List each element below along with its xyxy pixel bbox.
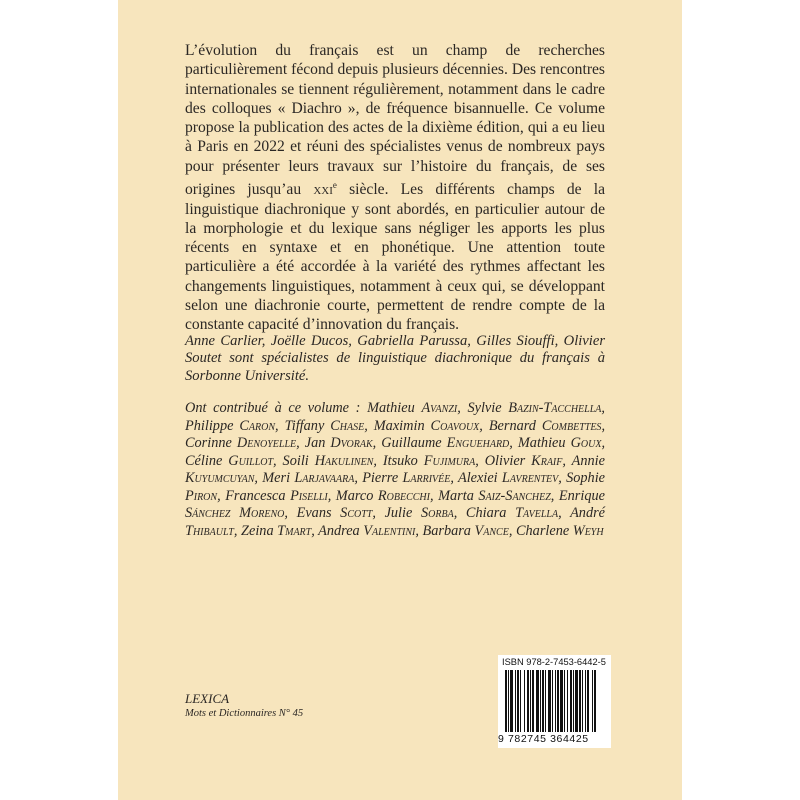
contributor-last-name: Sorba [421, 505, 454, 521]
contributor-last-name: Kraif [531, 452, 563, 469]
contributor-first-name: Sylvie [467, 400, 509, 416]
barcode-bar [542, 670, 544, 732]
isbn-label: ISBN 978-2-7453-6442-5 [502, 657, 606, 667]
barcode-bar [524, 670, 525, 732]
contributor-last-name: Piselli [290, 487, 328, 504]
contributor-last-name: Tmart [277, 522, 312, 539]
contributor-first-name: Pierre [362, 470, 403, 486]
contributor-last-name: Chase [330, 417, 365, 434]
barcode-bar [515, 670, 516, 732]
contributor-last-name: Denoyelle [236, 435, 297, 451]
contributor-last-name: Thibault [185, 522, 234, 539]
contributor-first-name: Zeina [241, 522, 278, 539]
contributor-last-name: Combettes [541, 417, 602, 434]
contributor-first-name: Maximin [373, 417, 431, 434]
century-superscript: e [332, 180, 337, 191]
contributor-last-name: Bazin-Tacchella [508, 400, 602, 416]
barcode-bar [517, 670, 519, 732]
contributor-first-name: Barbara [422, 522, 475, 539]
barcode-bar [552, 670, 553, 732]
barcode-bar [564, 670, 565, 732]
contributor-last-name: Valentini [363, 522, 416, 539]
barcode-bar [579, 670, 581, 732]
contributor-first-name: Meri [262, 470, 295, 486]
barcode-bar [520, 670, 521, 732]
contributor-last-name: Larjavaara [294, 470, 355, 486]
series-info [185, 690, 303, 721]
barcode-bar [567, 670, 568, 732]
contributor-last-name: Scott [340, 505, 373, 521]
barcode-bar [505, 670, 507, 732]
contributor-first-name: Guillaume [381, 435, 447, 451]
contributor-last-name: Dvorak [330, 435, 373, 451]
contributor-first-name: Mathieu [517, 435, 571, 451]
barcode-bar [510, 670, 513, 732]
barcode-bar [573, 670, 574, 732]
contributor-first-name: André [570, 505, 606, 521]
contributor-first-name: Chiara [465, 505, 516, 521]
contributor-first-name: Jan [304, 435, 331, 451]
barcode-bar [575, 670, 578, 732]
contributor-last-name: Saiz-Sanchez [478, 487, 551, 504]
barcode-bar [560, 670, 563, 732]
contributor-last-name: Vance [474, 522, 509, 539]
contributor-first-name: Corinne [185, 435, 237, 451]
barcode-bar [594, 670, 596, 732]
contributor-last-name: Enguehard [446, 435, 510, 451]
contributor-first-name: Mathieu [367, 400, 422, 416]
barcode-bar [527, 670, 529, 732]
contributor-last-name: Goux [570, 435, 602, 451]
barcode-bar [530, 670, 531, 732]
contributor-last-name: Kuyumcuyan [185, 470, 255, 486]
contributor-first-name: Annie [571, 452, 605, 469]
contributor-last-name: Guillot [228, 452, 274, 469]
contributor-first-name: Enrique [558, 487, 605, 504]
contributor-last-name: Avanzi [421, 400, 458, 416]
barcode-bar [585, 670, 586, 732]
contributor-first-name: Andrea [318, 522, 364, 539]
barcode-number: 9 782745 364425 [498, 733, 589, 745]
contributor-last-name: Hakulinen [314, 452, 374, 469]
contributor-first-name: Sophie [566, 470, 606, 486]
series-name: LEXICA [185, 691, 230, 706]
contributor-first-name: Céline [185, 452, 229, 469]
contributor-first-name: Marco [335, 487, 378, 504]
barcode-bar [545, 670, 546, 732]
barcode-bar [570, 670, 572, 732]
contributors-names: Mathieu Avanzi, Sylvie Bazin-Tacchella, Philippe Caron, Tiffany Chase, Maximin Coavoux, Bernard Combettes, Corinne Denoyelle, Jan Dvorak, Guillaume Enguehard, Mathieu Goux, Céline Guillot, Soili Hakulinen, Itsuko Fujimura, Olivier Kraif, Annie Kuyumcuyan, Meri Larjavaara, Pierre Larrivée, Alexiei Lavrentev, Sophie Piron, Francesca Piselli, Marco Robecchi, Marta Saiz-Sanchez, Enrique Sánchez Moreno, Evans Scott, Julie Sorba, Chiara Tavella, André Thibault, Zeina Tmart, Andrea Valentini, Barbara Vance, Charlene Weyh [185, 400, 606, 539]
series-subtitle: Mots et Dictionnaires N° 45 [185, 708, 304, 719]
barcode-bar [592, 670, 593, 732]
contributor-last-name: Caron [239, 417, 276, 434]
contributor-first-name: Julie [384, 505, 421, 521]
contributor-last-name: Sánchez Moreno [185, 505, 285, 521]
contributor-first-name: Alexiei [457, 470, 502, 486]
contributor-last-name: Fujimura [423, 452, 476, 469]
contributor-first-name: Marta [438, 487, 479, 504]
authors-note: Anne Carlier, Joëlle Ducos, Gabriella Parussa, Gilles Siouffi, Olivier Soutet sont spécialistes de linguistique diachronique du français à Sorbonne Université. [185, 333, 605, 384]
contributor-first-name: Bernard [488, 417, 542, 434]
contributor-last-name: Tavella [515, 505, 559, 521]
contributor-last-name: Lavrentev [501, 470, 559, 486]
contributor-first-name: Itsuko [382, 452, 424, 469]
century-numeral: xxi [313, 181, 333, 199]
barcode-bar [508, 670, 509, 732]
barcode-bar [540, 670, 541, 732]
contributors-list [185, 400, 605, 540]
contributor-last-name: Larrivée [402, 470, 451, 486]
barcode-bar [536, 670, 539, 732]
contributor-first-name: Francesca [225, 487, 291, 504]
barcode-bar [532, 670, 534, 732]
blurb-text-1: L’évolution du français est un champ de recherches particulièrement fécond depuis plusieurs décennies. Des rencontres internationales se tiennent régulièrement, notamment dans le cadre des colloques « Diachro », de fréquence bisannuelle. Ce volume propose la publication des actes de la dixième édition, qui a eu lieu à Paris en 2022 et réuni des spécialistes venus de nombreux pays pour présenter leurs travaux sur l’histoire du français, de ses origines jusqu’au [185, 42, 605, 199]
contributor-first-name: Evans [296, 505, 341, 521]
blurb-paragraph [185, 41, 605, 335]
barcode-icon [505, 670, 607, 736]
contributor-last-name: Coavoux [430, 417, 480, 434]
contributor-first-name: Charlene [515, 522, 573, 539]
barcode-bar [548, 670, 551, 732]
contributor-last-name: Weyh [572, 522, 604, 539]
contributor-first-name: Tiffany [284, 417, 331, 434]
contributors-intro: Ont contribué à ce volume : [185, 400, 368, 416]
barcode-bar [587, 670, 589, 732]
contributor-first-name: Olivier [484, 452, 532, 469]
barcode-bar [582, 670, 583, 732]
contributor-first-name: Soili [282, 452, 315, 469]
contributor-last-name: Piron [185, 487, 218, 504]
blurb-text-2: siècle. Les différents champs de la linguistique diachronique y sont abordés, en particulier autour de la morphologie et du lexique sans négliger les apports les plus récents en syntaxe et en phonétique. Une attention toute particulière a été accordée à la variété des rythmes affectant les changements linguistiques, notamment à ceux qui, se développant selon une diachronie courte, permettent de rendre compte de la constante capacité d’innovation du français. [185, 181, 605, 334]
barcode-bar [557, 670, 559, 732]
contributor-first-name: Philippe [185, 417, 240, 434]
barcode-bar [555, 670, 556, 732]
contributor-last-name: Robecchi [377, 487, 430, 504]
